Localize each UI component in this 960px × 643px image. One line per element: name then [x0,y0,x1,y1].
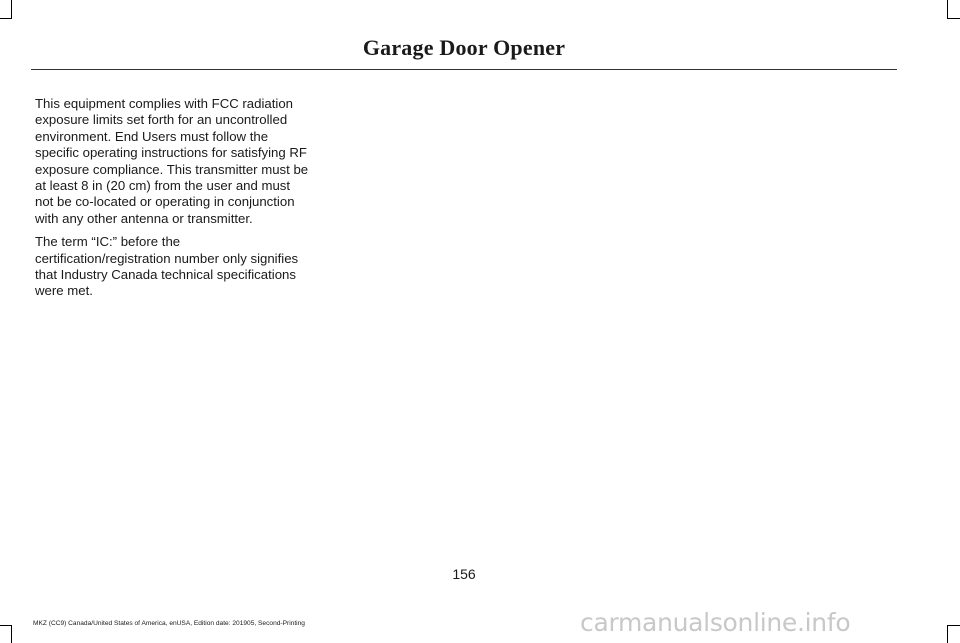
page-title: Garage Door Opener [362,35,566,60]
header-divider [31,69,897,70]
crop-mark-bottom-left-vertical [11,625,12,643]
crop-mark-top-right-vertical [947,0,948,18]
crop-mark-bottom-left-horizontal [0,625,12,626]
crop-mark-top-right-horizontal [947,18,960,19]
crop-mark-bottom-right-vertical [947,625,948,643]
edition-footer: MKZ (CC9) Canada/United States of America, enUSA, Edition date: 201905, Second-Printing [33,620,305,627]
body-text-column [35,96,310,307]
page-number: 156 [452,566,476,582]
ic-term-paragraph: The term “IC:” before the certification/registration number only signifies that Industry Canada technical specifications were met. [35,234,299,299]
watermark: carmanualsonline.info [580,608,851,637]
crop-mark-top-left-vertical [11,0,12,18]
fcc-exposure-paragraph: This equipment complies with FCC radiation exposure limits set forth for an uncontrolled environment. End Users must follow the specific operating instructions for satisfying RF exposure compliance. This transmitter must be at least 8 in (20 cm) from the user and must not be co-located or operating in conjunction with any other antenna or transmitter. [35,96,309,226]
crop-mark-top-left-horizontal [0,18,12,19]
crop-mark-bottom-right-horizontal [947,625,960,626]
